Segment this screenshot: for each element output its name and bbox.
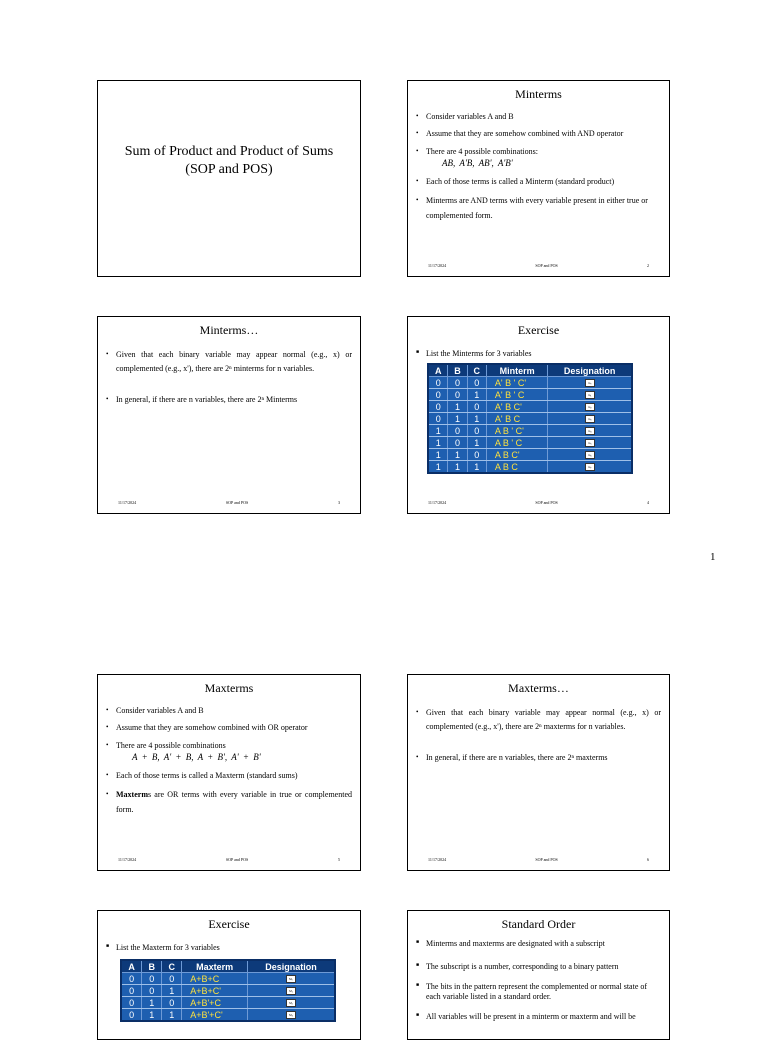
slide-footer <box>428 500 649 505</box>
designation-label: m₁ <box>585 391 595 399</box>
title-line-2: (SOP and POS) <box>185 162 273 178</box>
bit-cell: 0 <box>428 413 448 425</box>
slide-minterms <box>407 80 670 277</box>
table-row <box>428 437 632 449</box>
designation-cell <box>248 973 335 985</box>
slide-body <box>416 706 661 770</box>
bullet: • Consider variables A and B <box>106 706 352 716</box>
bit-cell: 0 <box>467 449 486 461</box>
bit-cell: 1 <box>448 401 467 413</box>
slide-number: 5 <box>337 857 340 862</box>
bit-cell: 1 <box>162 985 182 997</box>
bullet: • Given that each binary variable may appear normal (e.g., x) or complemented (e.g., x'), there are 2ⁿ maxterms for n variables. <box>416 706 661 735</box>
bit-cell: 1 <box>428 425 448 437</box>
slide-exercise-maxterms <box>97 910 361 1040</box>
designation-label: m₀ <box>585 379 595 387</box>
bit-cell: 1 <box>162 1009 182 1022</box>
bit-cell: 1 <box>448 461 467 474</box>
maxterm-table <box>120 959 336 1022</box>
table-header-row <box>121 960 335 973</box>
bullet: • Assume that they are somehow combined with OR operator <box>106 723 352 733</box>
slide-body <box>416 112 661 230</box>
bit-cell: 0 <box>121 1009 142 1022</box>
bit-cell: 0 <box>142 985 162 997</box>
term-cell: A+B'+C <box>182 997 248 1009</box>
bullet: ■ List the Minterms for 3 variables <box>416 349 661 359</box>
table-row <box>428 389 632 401</box>
slide-number: 3 <box>337 500 340 505</box>
term-cell: A B ' C <box>486 437 548 449</box>
bullet <box>106 788 352 817</box>
table-row <box>121 985 335 997</box>
column-header: A <box>428 364 448 377</box>
bit-cell: 1 <box>428 461 448 474</box>
table-row <box>121 973 335 985</box>
maxterm-combinations: A + B, A' + B, A + B', A' + B' <box>132 752 261 763</box>
bit-cell: 0 <box>448 437 467 449</box>
bit-cell: 0 <box>121 973 142 985</box>
column-header: C <box>162 960 182 973</box>
designation-cell <box>548 413 632 425</box>
bullet: ■ List the Maxterm for 3 variables <box>106 943 352 953</box>
designation-cell <box>248 997 335 1009</box>
term-cell: A+B'+C' <box>182 1009 248 1022</box>
slide-footer <box>428 857 649 862</box>
bit-cell: 0 <box>448 425 467 437</box>
designation-label: M₂ <box>286 999 296 1007</box>
footer-center: SOP and POS <box>535 857 558 862</box>
term-cell: A' B C <box>486 413 548 425</box>
slide-body <box>106 706 352 824</box>
designation-label: m₃ <box>585 415 595 423</box>
table-row <box>428 461 632 474</box>
bullet: • In general, if there are n variables, there are 2ⁿ Minterms <box>106 395 352 405</box>
designation-cell <box>548 389 632 401</box>
bullet: • Each of those terms is called a Maxterm (standard sums) <box>106 771 352 781</box>
table-row <box>428 401 632 413</box>
column-header: B <box>448 364 467 377</box>
bit-cell: 0 <box>428 377 448 389</box>
term-cell: A' B C' <box>486 401 548 413</box>
term-cell: A+B+C <box>182 973 248 985</box>
designation-cell <box>548 461 632 474</box>
bit-cell: 0 <box>448 377 467 389</box>
bullet: • Each of those terms is called a Minterm (standard product) <box>416 177 661 187</box>
bullet: ■ The bits in the pattern represent the complemented or normal state of each variable listed in a standard order. <box>416 982 661 1001</box>
bit-cell: 1 <box>448 413 467 425</box>
column-header: Maxterm <box>182 960 248 973</box>
term-cell: A' B ' C' <box>486 377 548 389</box>
bit-cell: 0 <box>121 997 142 1009</box>
bold-term: Maxterm <box>116 790 148 800</box>
designation-label: m₂ <box>585 403 595 411</box>
minterm-table <box>427 363 633 474</box>
bullet: • There are 4 possible combinations: <box>416 147 661 157</box>
table-row <box>428 413 632 425</box>
designation-label: m₄ <box>585 427 595 435</box>
footer-center: SOP and POS <box>225 500 249 505</box>
slide-exercise-minterms <box>407 316 670 514</box>
slide-heading: Maxterms <box>204 681 254 695</box>
column-header: A <box>121 960 142 973</box>
bit-cell: 0 <box>428 389 448 401</box>
bit-cell: 0 <box>467 425 486 437</box>
slide-body <box>416 939 661 1029</box>
slide-heading: Maxterms… <box>508 681 569 695</box>
slide-number: 4 <box>646 500 649 505</box>
designation-cell <box>548 401 632 413</box>
slide-footer <box>118 500 340 505</box>
bit-cell: 1 <box>467 437 486 449</box>
footer-date: 11/17/2024 <box>428 857 447 862</box>
designation-cell <box>548 425 632 437</box>
slide-body <box>106 943 352 960</box>
bit-cell: 1 <box>142 997 162 1009</box>
table-row <box>428 449 632 461</box>
bullet: • Given that each binary variable may appear normal (e.g., x) or complemented (e.g., x'), there are 2ⁿ minterms for n variables. <box>106 348 352 377</box>
slide-footer <box>428 263 649 268</box>
slide-standard-order <box>407 910 670 1040</box>
slide-maxterms <box>97 674 361 871</box>
slide-heading: Exercise <box>208 917 250 931</box>
slide-body <box>106 348 352 412</box>
bit-cell: 0 <box>162 973 182 985</box>
bullet: • In general, if there are n variables, there are 2ⁿ maxterms <box>416 753 661 763</box>
bullet: ■ All variables will be present in a minterm or maxterm and will be <box>416 1012 661 1022</box>
slide-footer <box>118 857 340 862</box>
bit-cell: 0 <box>448 389 467 401</box>
column-header: B <box>142 960 162 973</box>
page-number: 1 <box>710 551 716 563</box>
column-header: Minterm <box>486 364 548 377</box>
slide-maxterms-continued <box>407 674 670 871</box>
bit-cell: 1 <box>467 413 486 425</box>
slide-heading: Minterms… <box>199 323 259 337</box>
term-cell: A B ' C' <box>486 425 548 437</box>
slide-heading: Minterms <box>515 87 562 101</box>
column-header: Designation <box>548 364 632 377</box>
table-row <box>121 997 335 1009</box>
column-header: C <box>467 364 486 377</box>
bit-cell: 0 <box>162 997 182 1009</box>
term-cell: A B C <box>486 461 548 474</box>
bit-cell: 1 <box>467 389 486 401</box>
bit-cell: 1 <box>448 449 467 461</box>
bullet: ■ Minterms and maxterms are designated with a subscript <box>416 939 661 949</box>
bit-cell: 1 <box>428 449 448 461</box>
minterm-combinations: AB, A'B, AB', A'B' <box>442 158 513 169</box>
footer-date: 11/17/2024 <box>118 857 137 862</box>
bit-cell: 1 <box>142 1009 162 1022</box>
slide-title <box>97 80 361 277</box>
table-header-row <box>428 364 632 377</box>
slide-heading: Standard Order <box>501 917 576 931</box>
footer-date: 11/17/2024 <box>118 500 137 505</box>
designation-label: m₆ <box>585 451 595 459</box>
slide-minterms-continued <box>97 316 361 514</box>
bit-cell: 1 <box>428 437 448 449</box>
footer-date: 11/17/2024 <box>428 263 447 268</box>
title-line-1: Sum of Product and Product of Sums <box>124 144 334 159</box>
designation-label: m₅ <box>585 439 595 447</box>
bit-cell: 0 <box>467 401 486 413</box>
table-row <box>428 377 632 389</box>
slide-number: 2 <box>646 263 649 268</box>
slide-title-text <box>98 143 360 179</box>
slide-number: 6 <box>646 857 649 862</box>
designation-cell <box>548 437 632 449</box>
bit-cell: 0 <box>467 377 486 389</box>
term-cell: A+B+C' <box>182 985 248 997</box>
bullet: • Assume that they are somehow combined with AND operator <box>416 129 661 139</box>
footer-center: SOP and POS <box>535 500 558 505</box>
designation-cell <box>248 1009 335 1022</box>
bit-cell: 0 <box>121 985 142 997</box>
footer-date: 11/17/2024 <box>428 500 447 505</box>
footer-center: SOP and POS <box>225 857 249 862</box>
designation-label: M₃ <box>286 1011 296 1019</box>
table-row <box>428 425 632 437</box>
column-header: Designation <box>248 960 335 973</box>
table-row <box>121 1009 335 1022</box>
bullet: • There are 4 possible combinations <box>106 741 352 751</box>
bit-cell: 0 <box>142 973 162 985</box>
designation-label: M₀ <box>286 975 296 983</box>
slide-heading: Exercise <box>517 323 560 337</box>
designation-cell <box>548 377 632 389</box>
term-cell: A B C' <box>486 449 548 461</box>
bullet: • Minterms are AND terms with every variable present in either true or complemented form. <box>416 194 661 223</box>
designation-cell <box>548 449 632 461</box>
term-cell: A' B ' C <box>486 389 548 401</box>
bullet-rest: s are OR terms with every variable in true or complemented form. <box>116 790 352 814</box>
designation-label: m₇ <box>585 463 595 471</box>
footer-center: SOP and POS <box>535 263 558 268</box>
designation-cell <box>248 985 335 997</box>
bullet: • Consider variables A and B <box>416 112 661 122</box>
bullet: ■ The subscript is a number, corresponding to a binary pattern <box>416 962 661 972</box>
bit-cell: 0 <box>428 401 448 413</box>
designation-label: M₁ <box>286 987 296 995</box>
bit-cell: 1 <box>467 461 486 474</box>
